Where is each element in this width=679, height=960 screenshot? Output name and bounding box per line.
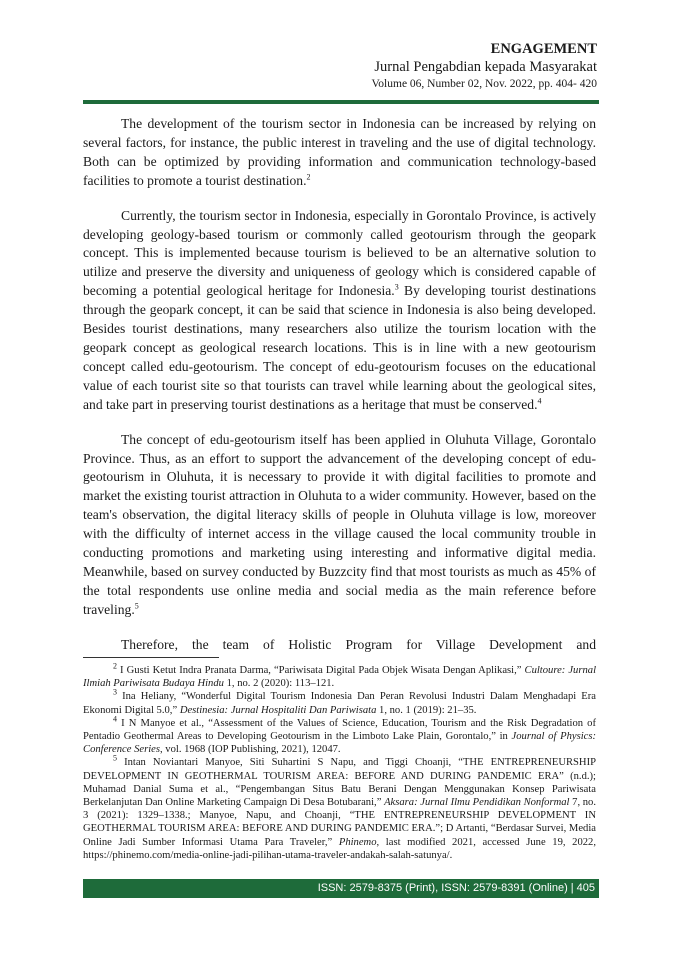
footer-separator: |: [570, 882, 574, 894]
footnote-text: 7, no. 3 (2021): 1329–1338.; Manyoe, Napu, and Choanji, “THE ENTREPRENEURSHIP DEVELOPMENT IN GEOTHERMAL TOURISM AREA: BEFORE AND DURING PANDEMIC ERA.”; D Artanti, “Berdasar Survei, Media Online Jadi Sumber Informasi Utama Para Traveler,”: [83, 797, 596, 848]
volume-info: Volume 06, Number 02, Nov. 2022, pp. 404- 420: [371, 78, 597, 90]
page-number: 405: [576, 882, 595, 894]
footnote-text: I N Manyoe et al., “Assessment of the Values of Science, Education, Tourism and the Risk Degradation of Pentadio Geothermal Areas to Developing Geotourism in the Limboto Lake Plain, Gorontalo,” in: [83, 717, 596, 743]
footnote-text: Ina Heliany, “Wonderful Digital Tourism Indonesia Dan Peran Revolusi Industri Dalam Menghadapi Era Ekonomi Digital 5.0,”: [83, 691, 596, 716]
footnote-tail: , vol. 1968 (IOP Publishing, 2021), 12047.: [159, 744, 341, 756]
footnote-text: Intan Noviantari Manyoe, Siti Suhartini S Napu, and Tiggi Choanji, “THE ENTREPRENEURSHIP DEVELOPMENT IN GEOTHERMAL TOURISM AREA: BEFORE AND DURING PANDEMIC ERA” (n.d.); Muhamad Danial Suma et al., “Pengembangan Situs Batu Berani Dengan Menggunakan Konsep Pariwisata Berkelanjutan Dan Online Marketing Campaign Di Desa Botubarani,”: [83, 757, 596, 809]
footnote-ref-2[interactable]: 2: [306, 172, 311, 182]
footnotes: [83, 661, 597, 862]
issn-text: ISSN: 2579-8375 (Print), ISSN: 2579-8391 (Online): [317, 882, 568, 894]
paragraph-3: [83, 431, 596, 620]
footnote-4: [83, 714, 596, 757]
journal-title: ENGAGEMENT: [490, 41, 597, 57]
footnote-number: 3: [113, 687, 117, 697]
footnote-journal: Phinemo: [338, 836, 377, 848]
running-header: [371, 40, 597, 92]
footnote-ref-4[interactable]: 4: [537, 396, 542, 406]
footnote-2: [83, 661, 597, 690]
paragraph-2: [83, 207, 596, 415]
paragraph-4: Therefore, the team of Holistic Program for Village Development and: [121, 636, 596, 652]
footnote-5: [83, 753, 597, 862]
paragraph-1: [83, 115, 596, 191]
footnote-number: 4: [113, 714, 117, 724]
footnote-journal: Destinesia: Jurnal Hospitaliti Dan Pariwisata: [179, 704, 377, 716]
body-text: [83, 115, 596, 655]
footnote-journal: Cultoure: Jurnal Ilmiah Pariwisata Budaya Hindu: [83, 665, 597, 690]
paragraph-3-text: The concept of edu-geotourism itself has been applied in Oluhuta Village, Gorontalo Province. Thus, as an effort to support the advancement of the developing concept of edu-geotourism in Oluhuta, it is necessary to provide it with digital facilities to promote and market the existing tourist attraction in Oluhuta to a wider community. However, based on the team's observation, the digital literacy skills of people in Oluhuta village is low, moreover with the difficulty of internet access in the village caused the local community trouble in conducting promotions and marketing using interesting and informative digital media. Meanwhile, based on survey conducted by Buzzcity find that most tourists as much as 45% of the total respondents use online media and social media as the main reference before traveling.: [83, 431, 596, 617]
footnote-separator: [83, 657, 219, 658]
page-footer: [83, 879, 599, 898]
footnote-tail: 1, no. 2 (2020): 113–121.: [223, 678, 335, 690]
journal-subtitle: Jurnal Pengabdian kepada Masyarakat: [374, 59, 597, 75]
footnote-3: [83, 687, 596, 716]
footnote-text: , last modified 2021, accessed June 19, 2022, https://phinemo.com/media-online-jadi-pilihan-utama-traveler-andakah-salah-satunya/.: [83, 836, 597, 861]
footnote-text: I Gusti Ketut Indra Pranata Darma, “Pariwisata Digital Pada Objek Wisata Dengan Aplikasi,”: [117, 665, 525, 676]
footnote-journal: Aksara: Jurnal Ilmu Pendidikan Nonformal: [384, 797, 570, 809]
paragraph-1-text: The development of the tourism sector in Indonesia can be increased by relying on several factors, for instance, the public interest in traveling and the use of digital technology. Both can be optimized by providing information and communication technology-based facilities to promote a tourist destination.: [83, 116, 596, 188]
footnote-tail: 1, no. 1 (2019): 21–35.: [376, 704, 477, 716]
footnote-number: 2: [113, 661, 117, 671]
footnote-ref-3[interactable]: 3: [394, 282, 399, 292]
footnote-number: 5: [113, 753, 117, 763]
paragraph-2-text-a: Currently, the tourism sector in Indonesia, especially in Gorontalo Province, is actively developing geology-based tourism or commonly called geotourism through the geopark concept. This is implemented because tourism is believed to be an alternative solution to utilize and preserve the diversity and uniqueness of geology which is considered capable of becoming a potential geological heritage for Indonesia.: [83, 207, 596, 299]
paragraph-2-text-b: By developing tourist destinations through the geopark concept, it can be said that science in Indonesia is also being developed. Besides tourist destinations, many researchers also utilize the tourism location with the geopark concept as geological research locations. This is in line with a new geotourism concept called edu-geotourism. The concept of edu-geotourism focuses on the educational value of each tourist site so that tourists can travel while learning about the geological sites, and take part in preserving tourist destinations as a heritage that must be conserved.: [83, 283, 596, 412]
footnote-journal: Journal of Physics: Conference Series: [83, 731, 596, 756]
footnote-ref-5[interactable]: 5: [134, 601, 139, 611]
header-rule: [83, 100, 599, 104]
